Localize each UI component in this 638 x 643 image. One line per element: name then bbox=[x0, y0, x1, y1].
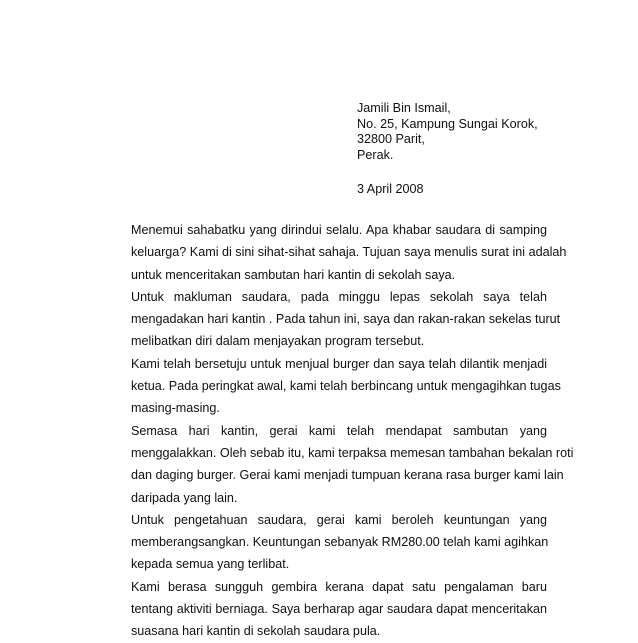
text-line: suasana hari kantin di sekolah saudara pula. bbox=[131, 624, 381, 639]
text-line: tentang aktiviti berniaga. Saya berharap agar saudara dapat menceritakan bbox=[131, 602, 547, 617]
sender-address bbox=[357, 101, 538, 163]
paragraph bbox=[84, 353, 561, 420]
text-line: daripada yang lain. bbox=[131, 490, 238, 505]
text-line: Kami telah bersetuju untuk menjual burger dan saya telah dilantik menjadi bbox=[131, 356, 547, 371]
sender-name: Jamili Bin Ismail, bbox=[357, 101, 451, 115]
paragraph bbox=[84, 509, 547, 576]
text-line: menggalakkan. Oleh sebab itu, kami terpaksa memesan tambahan bekalan roti bbox=[131, 445, 574, 460]
text-line: Kami berasa sungguh gembira kerana dapat satu pengalaman baru bbox=[131, 579, 547, 594]
text-line: masing-masing. bbox=[131, 401, 220, 416]
text-line: memberangsangkan. Keuntungan sebanyak RM280.00 telah kami agihkan bbox=[131, 535, 549, 550]
text-line: Untuk pengetahuan saudara, gerai kami beroleh keuntungan yang bbox=[131, 512, 547, 527]
address-line-postcode: 32800 Parit, bbox=[357, 132, 425, 146]
text-line: ketua. Pada peringkat awal, kami telah berbincang untuk mengagihkan tugas bbox=[131, 379, 561, 394]
paragraph bbox=[84, 286, 561, 353]
text-line: Menemui sahabatku yang dirindui selalu. Apa khabar saudara di samping bbox=[131, 223, 547, 237]
text-line: keluarga? Kami di sini sihat-sihat sahaja. Tujuan saya menulis surat ini adalah bbox=[131, 245, 567, 260]
letter-date: 3 April 2008 bbox=[357, 182, 424, 196]
paragraph bbox=[84, 219, 567, 286]
text-line: untuk menceritakan sambutan hari kantin di sekolah saya. bbox=[131, 267, 456, 282]
text-line: dan daging burger. Gerai kami menjadi tumpuan kerana rasa burger kami lain bbox=[131, 468, 564, 483]
text-line: kepada semua yang terlibat. bbox=[131, 557, 290, 572]
text-line: Untuk makluman saudara, pada minggu lepas sekolah saya telah bbox=[131, 289, 547, 304]
address-line-street: No. 25, Kampung Sungai Korok, bbox=[357, 116, 538, 131]
letter-body bbox=[84, 219, 574, 643]
paragraph bbox=[84, 420, 574, 509]
paragraph bbox=[84, 576, 547, 643]
address-line-state: Perak. bbox=[357, 147, 394, 162]
text-line: melibatkan diri dalam menjayakan program tersebut. bbox=[131, 334, 425, 349]
text-line: mengadakan hari kantin . Pada tahun ini, saya dan rakan-rakan sekelas turut bbox=[131, 312, 561, 327]
text-line: Semasa hari kantin, gerai kami telah mendapat sambutan yang bbox=[131, 423, 547, 438]
